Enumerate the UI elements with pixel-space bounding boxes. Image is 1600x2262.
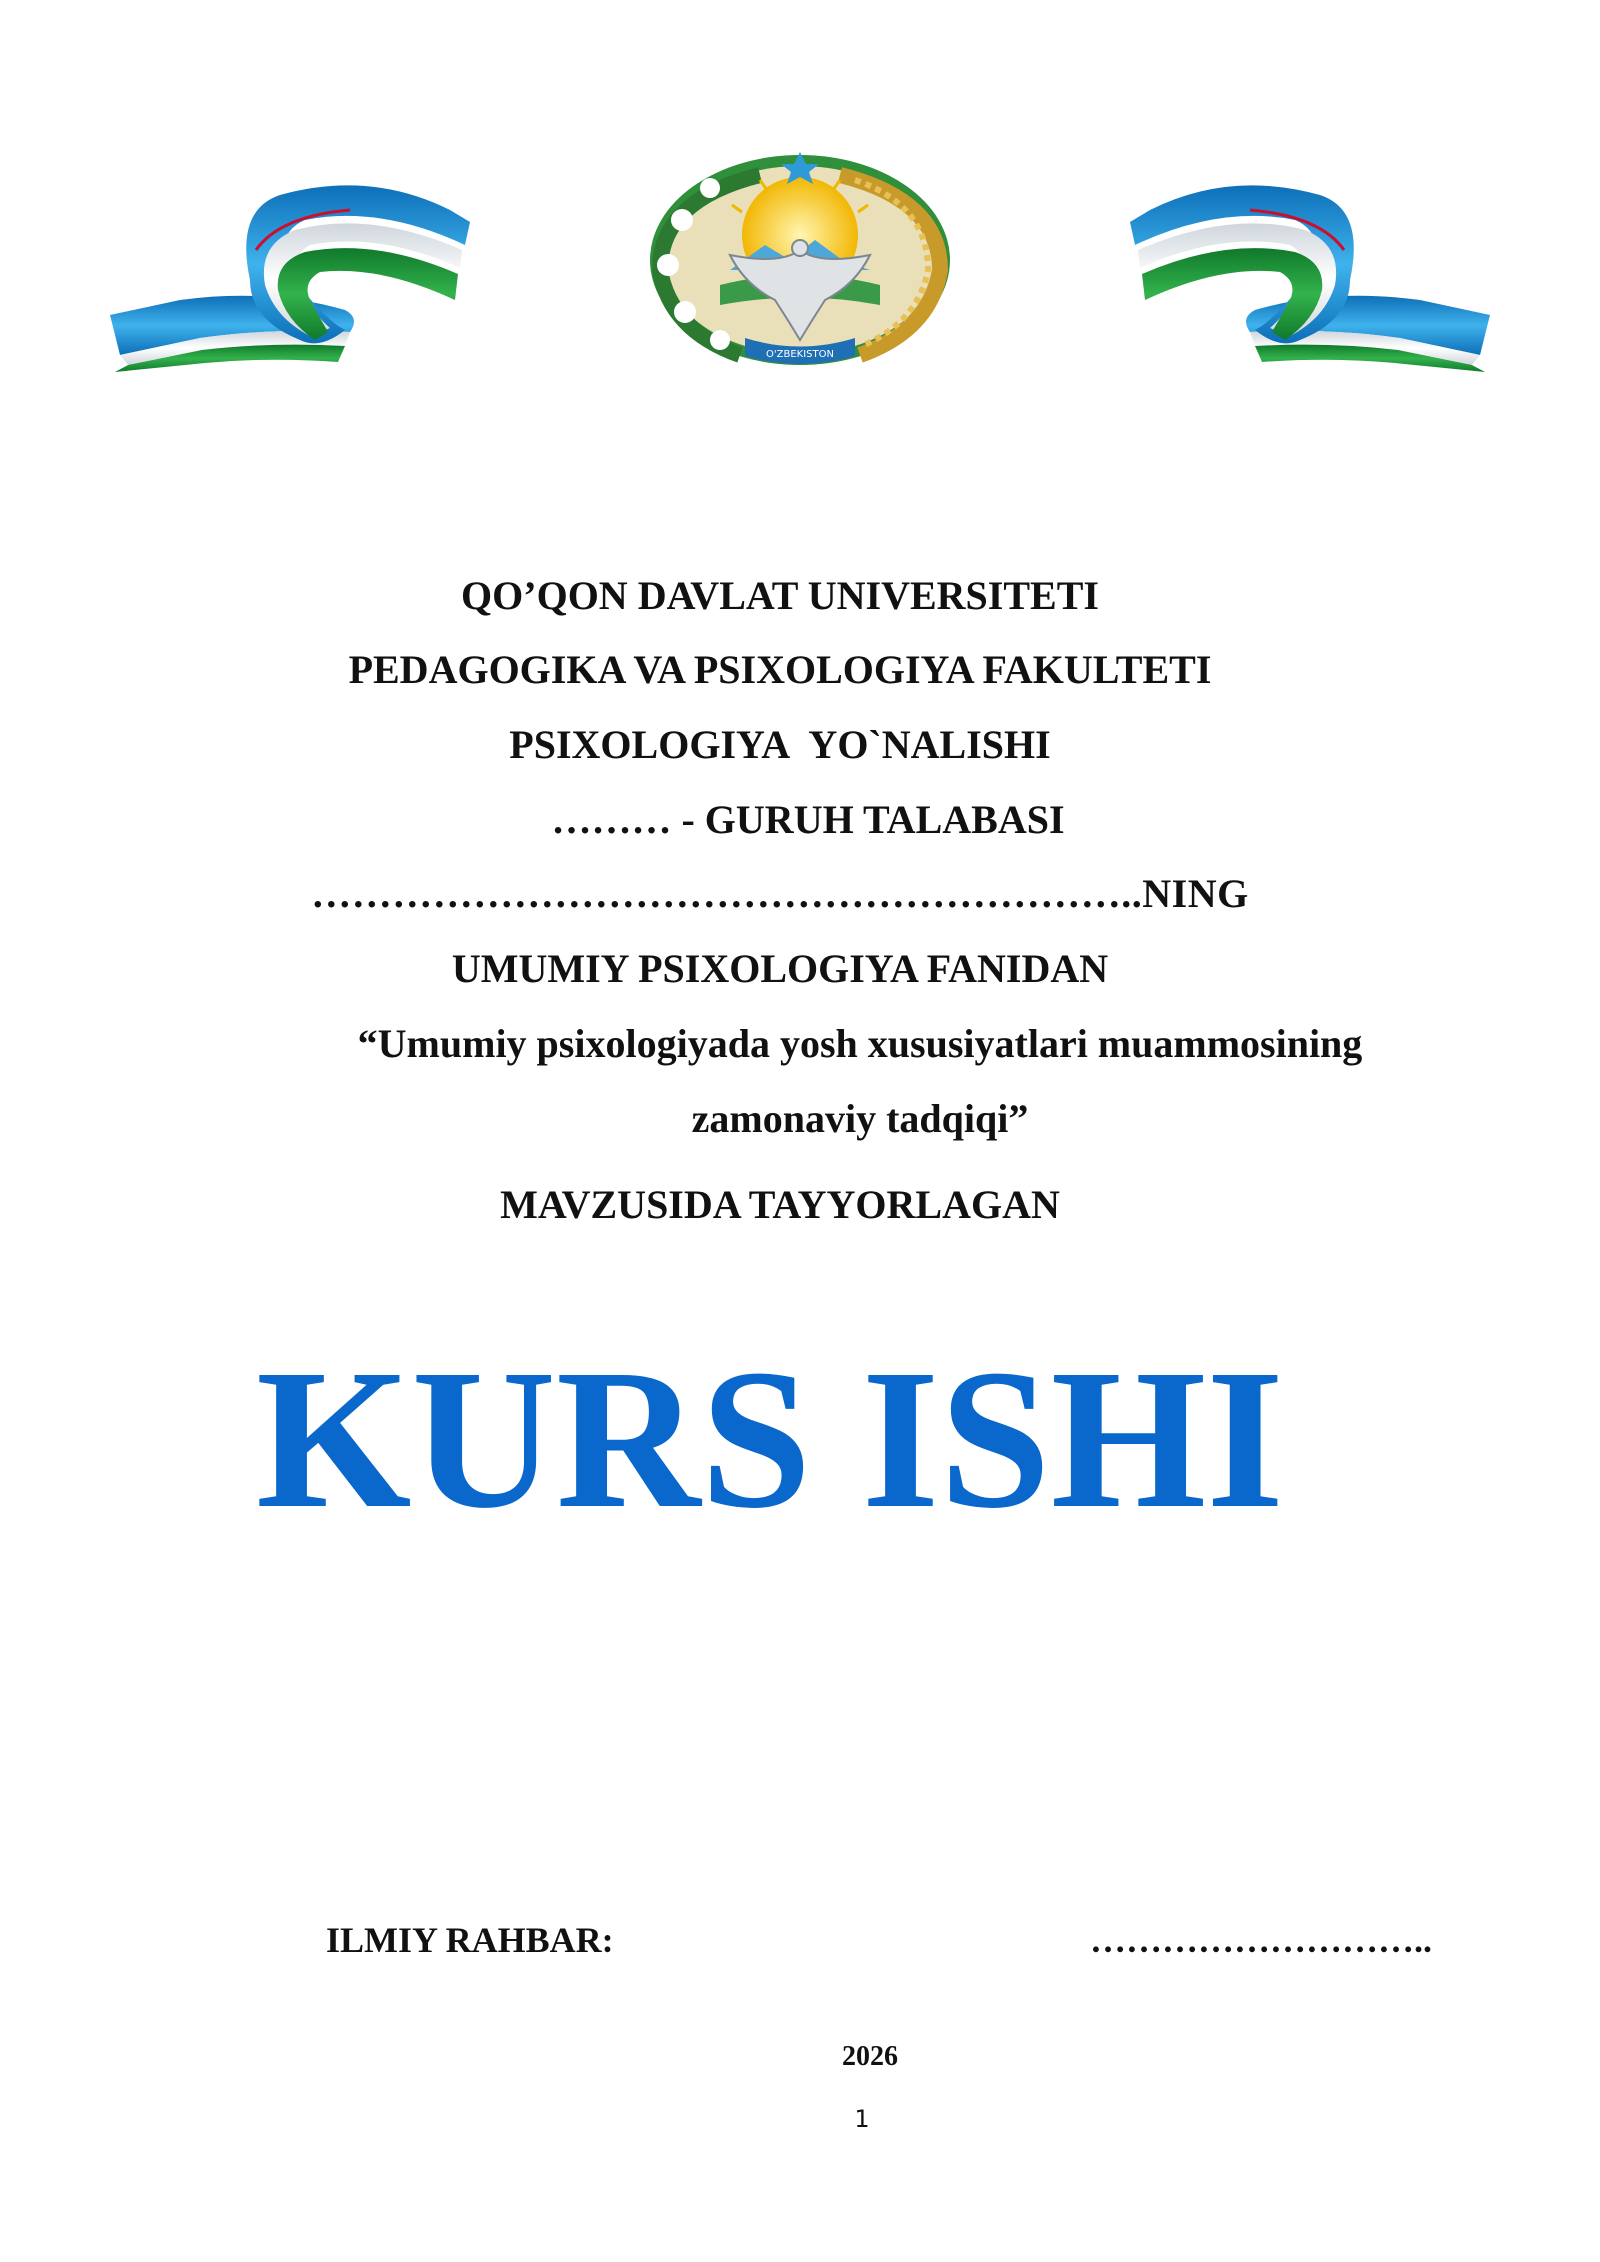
topic-line-2: zamonaviy tadqiqi” bbox=[691, 1096, 1029, 1141]
emblem-banner bbox=[110, 150, 1490, 380]
uzbekistan-state-emblem-icon bbox=[650, 152, 950, 365]
student-name-line: ……………………………………………………..NING bbox=[311, 871, 1249, 916]
left-ribbon bbox=[110, 185, 470, 372]
direction-name: PSIXOLOGIYA YO`NALISHI bbox=[509, 722, 1051, 767]
supervisor-label: ILMIY RAHBAR: bbox=[326, 1920, 614, 1960]
supervisor-name-placeholder: ……………………….. bbox=[1090, 1920, 1432, 1960]
right-ribbon bbox=[1130, 185, 1490, 372]
faculty-name: PEDAGOGIKA VA PSIXOLOGIYA FAKULTETI bbox=[348, 647, 1212, 692]
year: 2026 bbox=[842, 2041, 898, 2072]
university-name: QO’QON DAVLAT UNIVERSITETI bbox=[461, 573, 1099, 618]
subject-name: UMUMIY PSIXOLOGIYA FANIDAN bbox=[451, 946, 1109, 991]
prepared-label: MAVZUSIDA TAYYORLAGAN bbox=[500, 1182, 1060, 1227]
topic-line-1: “Umumiy psixologiyada yosh xususiyatlari muammosining bbox=[357, 1021, 1363, 1066]
document-title: KURS ISHI bbox=[255, 1329, 1285, 1550]
page-number: 1 bbox=[854, 2105, 870, 2133]
group-student-line: ……… - GURUH TALABASI bbox=[551, 797, 1065, 842]
svg-text:O'ZBEKISTON: O'ZBEKISTON bbox=[766, 349, 834, 360]
